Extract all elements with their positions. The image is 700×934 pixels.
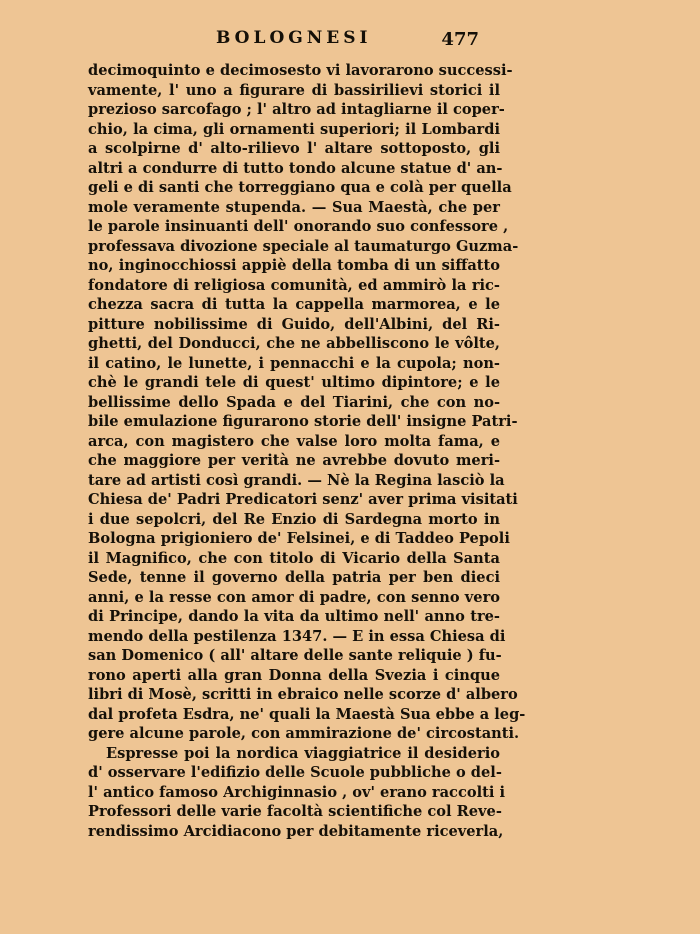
text-line: rono aperti alla gran Donna della Svezia i cinque: [88, 666, 500, 684]
text-line: anni, e la resse con amor di padre, con senno vero: [88, 588, 500, 606]
paragraph-start-line: Espresse poi la nordica viaggiatrice il desiderio: [106, 744, 500, 762]
text-line: arca, con magistero che valse loro molta fama, e: [88, 432, 500, 450]
text-line: le parole insinuanti dell' onorando suo confessore ,: [88, 218, 509, 235]
text-line: ghetti, del Donducci, che ne abbelliscono le vôlte,: [88, 335, 500, 352]
text-line: Bologna prigioniero de' Felsinei, e di Taddeo Pepoli: [88, 530, 510, 547]
text-line: san Domenico ( all' altare delle sante reliquie ) fu-: [88, 647, 502, 664]
text-line: Chiesa de' Padri Predicatori senz' aver prima visitati: [88, 491, 518, 508]
text-line: rendissimo Arcidiacono per debitamente riceverla,: [88, 822, 504, 840]
text-line: chio, la cima, gli ornamenti superiori; il Lombardi: [88, 120, 500, 138]
text-line: dal profeta Esdra, ne' quali la Maestà Sua ebbe a leg-: [88, 705, 526, 723]
text-line: l' antico famoso Archiginnasio , ov' erano raccolti i: [88, 783, 506, 801]
text-line: a scolpirne d' alto-rilievo l' altare sottoposto, gli: [88, 140, 500, 157]
text-line: Sede, tenne il governo della patria per ben dieci: [88, 569, 500, 586]
text-line: bellissime dello Spada e del Tiarini, che con no-: [88, 393, 500, 411]
paragraph-end-line: gere alcune parole, con ammirazione de' circostanti.: [88, 725, 520, 742]
running-head: [88, 26, 500, 52]
text-line: chè le grandi tele di quest' ultimo dipintore; e le: [88, 374, 500, 391]
text-line: tare ad artisti così grandi. — Nè la Regina lasciò la: [88, 471, 505, 489]
text-line: il catino, le lunette, i pennacchi e la cupola; non-: [88, 354, 500, 372]
text-line: pitture nobilissime di Guido, dell'Albini, del Ri-: [88, 315, 500, 333]
text-line: professava divozione speciale al taumaturgo Guzma-: [88, 237, 519, 255]
text-line: il Magnifico, che con titolo di Vicario della Santa: [88, 549, 500, 567]
text-line: i due sepolcri, del Re Enzio di Sardegna morto in: [88, 510, 500, 528]
text-line: no, inginocchiossi appiè della tomba di un siffatto: [88, 257, 500, 274]
text-line: d' osservare l'edifizio delle Scuole pubbliche o del-: [88, 764, 502, 781]
text-line: vamente, l' uno a figurare di bassirilievi storici il: [88, 81, 500, 99]
page-number: 477: [441, 29, 479, 50]
text-line: bile emulazione figurarono storie dell' insigne Patri-: [88, 413, 518, 430]
text-line: libri di Mosè, scritti in ebraico nelle scorze d' albero: [88, 686, 518, 703]
text-line: mole veramente stupenda. — Sua Maestà, che per: [88, 198, 500, 216]
text-line: decimoquinto e decimosesto vi lavorarono successi-: [88, 62, 513, 79]
text-line: prezioso sarcofago ; l' altro ad intagliarne il coper-: [88, 101, 505, 118]
text-line: altri a condurre di tutto tondo alcune statue d' an-: [88, 159, 503, 177]
text-line: chezza sacra di tutta la cappella marmorea, e le: [88, 296, 500, 313]
text-line: geli e di santi che torreggiano qua e colà per quella: [88, 179, 512, 196]
text-line: mendo della pestilenza 1347. — E in essa Chiesa di: [88, 627, 506, 645]
text-line: che maggiore per verità ne avrebbe dovuto meri-: [88, 452, 500, 469]
text-line: Professori delle varie facoltà scientifiche col Reve-: [88, 803, 502, 820]
running-head-title: BOLOGNESI: [216, 28, 372, 48]
text-line: fondatore di religiosa comunità, ed ammirò la ric-: [88, 276, 500, 294]
text-line: di Principe, dando la vita da ultimo nell' anno tre-: [88, 608, 500, 625]
body-text: [88, 61, 526, 841]
